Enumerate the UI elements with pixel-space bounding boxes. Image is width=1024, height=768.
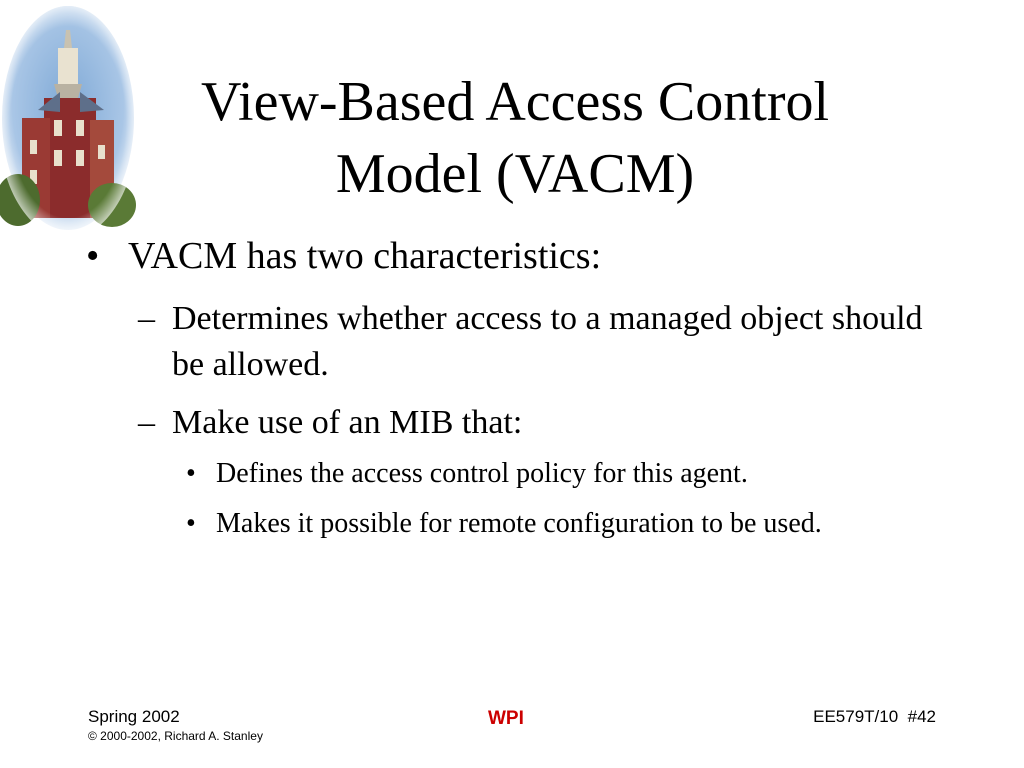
bullet-dot-icon: • xyxy=(186,508,196,539)
footer-course: EE579T/10 xyxy=(813,707,899,726)
bullet-level-1 xyxy=(86,232,966,280)
slide-title-line-2: Model (VACM) xyxy=(335,143,695,205)
footer-slide-number: #42 xyxy=(907,707,936,726)
bullet-text: VACM has two characteristics: xyxy=(128,235,602,277)
footer-course-slide xyxy=(813,707,936,727)
bullet-level-2 xyxy=(138,296,958,388)
bullet-text: Makes it possible for remote configuration to be used. xyxy=(216,508,822,539)
bullet-dot-icon: • xyxy=(186,458,196,489)
footer-brand: WPI xyxy=(488,708,524,729)
bullet-text: Determines whether access to a managed object should be allowed. xyxy=(172,300,923,383)
bullet-dot-icon: • xyxy=(86,235,100,277)
bullet-level-3 xyxy=(186,453,906,495)
bullet-text: Make use of an MIB that: xyxy=(172,404,523,441)
bullet-level-3 xyxy=(186,503,906,545)
bullet-dash-icon: – xyxy=(138,404,155,441)
footer-term: Spring 2002 xyxy=(88,707,180,726)
bullet-text: Defines the access control policy for this agent. xyxy=(216,458,748,489)
bullet-dash-icon: – xyxy=(138,300,155,337)
slide-title-line-1: View-Based Access Control xyxy=(200,71,830,133)
bullet-level-2 xyxy=(138,400,958,446)
slide-footer xyxy=(0,700,1024,760)
footer-copyright: © 2000-2002, Richard A. Stanley xyxy=(88,729,263,743)
